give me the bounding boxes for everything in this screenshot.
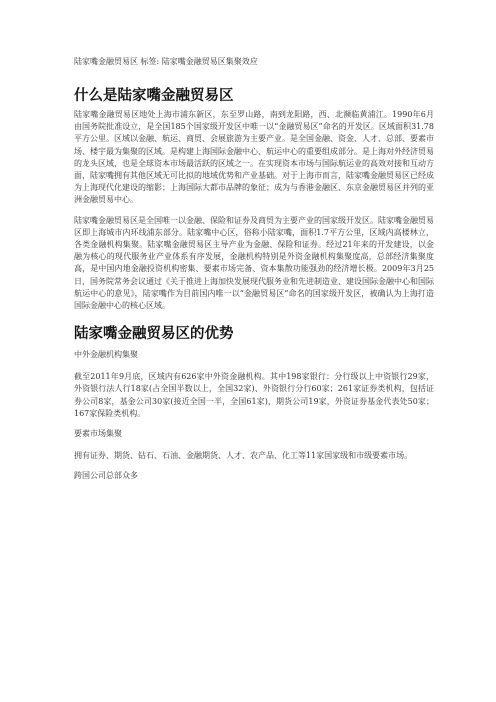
paragraph-financial-institutions: 截至2011年9月底，区域内有626家中外资金融机构。其中198家银行：分行级以上中资银行29家，外资银行法人行18家(占全国半数以上，全国32家)、外资银行分行60家；261家证券类机构，包括证券公司8家，基金公司30家(接近全国一半，全国61家)，期货公司19家，外资证券基金代表处50家；167家保险类机构。: [74, 372, 434, 418]
subheading-financial-institutions: 中外金融机构集聚: [74, 350, 138, 360]
subheading-factor-markets: 要素市场集聚: [74, 429, 122, 439]
section-heading-advantages: 陆家嘴金融贸易区的优势: [74, 326, 234, 343]
document-tagline: 陆家嘴金融贸易区 标签: 陆家嘴金融贸易区集聚效应: [74, 57, 258, 66]
subheading-multinational-hq: 跨国公司总部众多: [74, 471, 138, 481]
document-page: [74, 56, 434, 492]
paragraph-industry: 陆家嘴金融贸易区是全国唯一以金融、保险和证券及商贸为主要产业的国家级开发区。陆家嘴金融贸易区即上海城市内环线浦东部分。陆家嘴中心区，俗称小陆家嘴，面积1.7平方公里，区域内高楼林立，各类金融机构集聚。陆家嘴金融贸易区主导产业为金融、保险和证券。经过21年来的开发建设，以金融为核心的现代服务业产业体系有序发展，金融机构特别是外资金融机构集聚度高，总部经济集聚度高，是中国内地金融投资机构密集、要素市场完备、资本集散功能强劲的经济增长极。2009年3月25日，国务院常务会议通过《关于推进上海加快发展现代服务业和先进制造业、建设国际金融中心和国际航运中心的意见》，陆家嘴作为目前国内唯一以“金融贸易区”命名的国家级开发区，被确认为上海打造国际金融中心的核心区域。: [74, 215, 434, 311]
paragraph-intro: 陆家嘴金融贸易区地处上海市浦东新区，东至罗山路，南到龙阳路，西、北濒临黄浦江。1990年6月由国务院批准设立，是全国185个国家级开发区中唯一以“金融贸易区”命名的开发区。区域面积31.78平方公里。区域以金融、航运、商贸、会展旅游为主要产业。是全国金融、资金、人才、总部、要素市场、楼宇最为集聚的区域。是构建上海国际金融中心、航运中心的重要组成部分。是上海对外经济贸易的龙头区域，也是全球资本市场最活跃的区域之一。在实现资本市场与国际航运业的高效对接和互动方面，陆家嘴拥有其他区域无可比拟的地域优势和产业基础。对于上海市而言，陆家嘴金融贸易区已经成为上海现代化建设的缩影；上海国际大都市品牌的象征；成为与香港金融区、东京金融贸易区并列的亚洲金融贸易中心。: [74, 110, 434, 205]
paragraph-factor-markets: 拥有证券、期货、钻石、石油、金融期货、人才、农产品、化工等11家国家级和市级要素市场。: [74, 451, 413, 461]
section-heading-what-is: 什么是陆家嘴金融贸易区: [74, 88, 234, 104]
